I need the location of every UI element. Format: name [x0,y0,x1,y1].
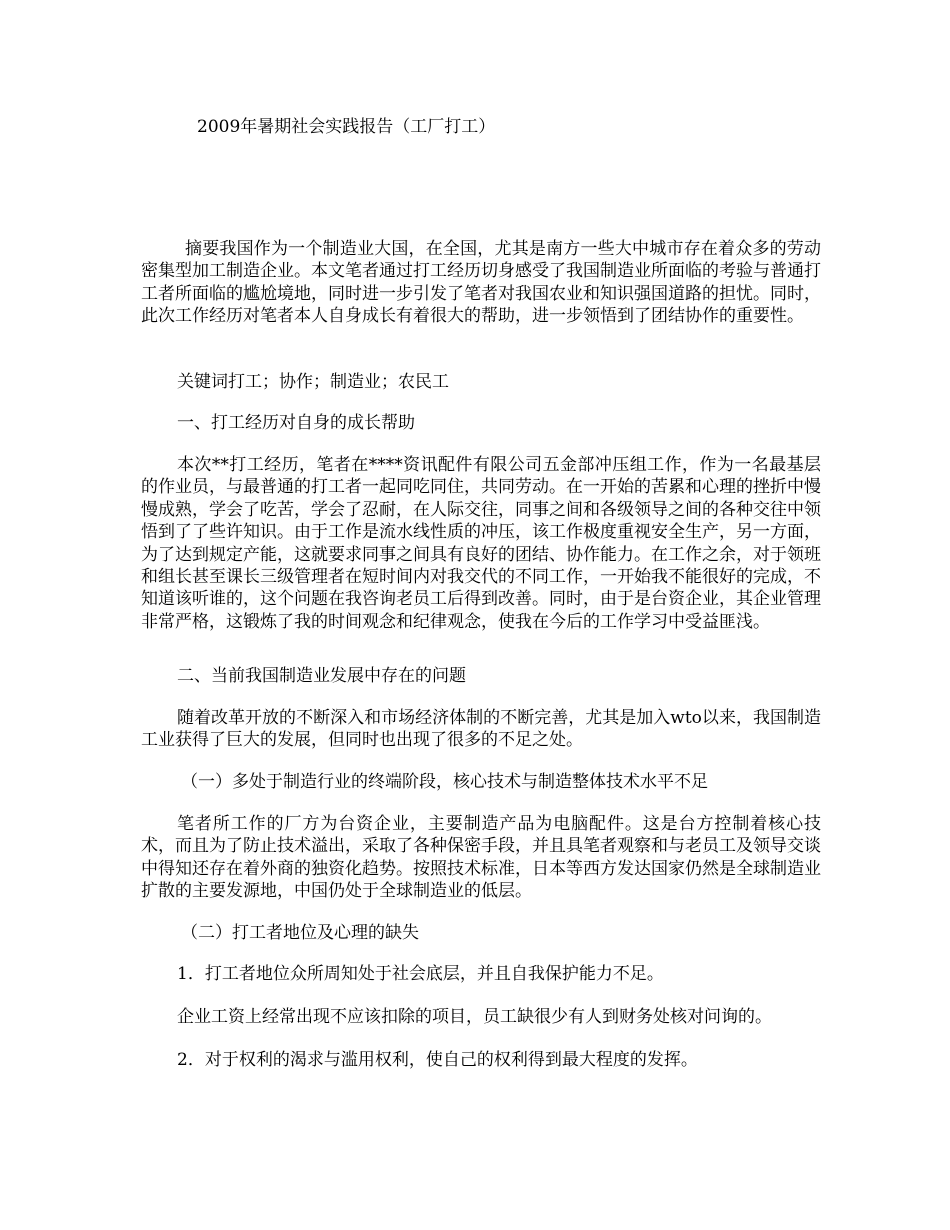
subsection-1-heading: （一）多处于制造行业的终端阶段，核心技术与制造整体技术水平不足 [181,772,708,792]
list-item-1-body: 企业工资上经常出现不应该扣除的项目，员工缺很少有人到财务处核对问询的。 [177,1007,772,1027]
list-item-1: 1．打工者地位众所周知处于社会底层，并且自我保护能力不足。 [177,964,664,984]
section-1-heading: 一、打工经历对自身的成长帮助 [177,413,415,433]
subsection-1-body: 笔者所工作的厂方为台资企业，主要制造产品为电脑配件。这是台方控制着核心技术，而且为了防止技术溢出，采取了各种保密手段，并且具笔者观察和与老员工及领导交谈中得知还存在着外商的独资化趋势。按照技术标准，日本等西方发达国家仍然是全球制造业扩散的主要发源地，中国仍处于全球制造业的低层。 [141,814,821,902]
section-2-heading: 二、当前我国制造业发展中存在的问题 [177,666,466,686]
section-2-intro: 随着改革开放的不断深入和市场经济体制的不断完善，尤其是加入wto以来，我国制造工业获得了巨大的发展，但同时也出现了很多的不足之处。 [141,708,821,751]
abstract-paragraph: 摘要我国作为一个制造业大国，在全国，尤其是南方一些大中城市存在着众多的劳动密集型加工制造企业。本文笔者通过打工经历切身感受了我国制造业所面临的考验与普通打工者所面临的尴尬境地，同时进一步引发了笔者对我国农业和知识强国道路的担忧。同时，此次工作经历对笔者本人自身成长有着很大的帮助，进一步领悟到了团结协作的重要性。 [141,239,821,327]
document-title: 2009年暑期社会实践报告（工厂打工） [197,117,496,137]
list-item-2: 2．对于权利的渴求与滥用权利，使自己的权利得到最大程度的发挥。 [177,1050,698,1070]
subsection-2-heading: （二）打工者地位及心理的缺失 [181,923,419,943]
keywords-line: 关键词打工；协作；制造业；农民工 [177,372,449,392]
section-1-body: 本次**打工经历，笔者在****资讯配件有限公司五金部冲压组工作，作为一名最基层的作业员，与最普通的打工者一起同吃同住，共同劳动。在一开始的苦累和心理的挫折中慢慢成熟，学会了吃苦，学会了忍耐，在人际交往，同事之间和各级领导之间的各种交往中领悟到了了些许知识。由于工作是流水线性质的冲压，该工作极度重视安全生产，另一方面，为了达到规定产能，这就要求同事之间具有良好的团结、协作能力。在工作之余，对于领班和组长甚至课长三级管理者在短时间内对我交代的不同工作，一开始我不能很好的完成，不知道该听谁的，这个问题在我咨询老员工后得到改善。同时，由于是台资企业，其企业管理非常严格，这锻炼了我的时间观念和纪律观念，使我在今后的工作学习中受益匪浅。 [141,455,821,632]
